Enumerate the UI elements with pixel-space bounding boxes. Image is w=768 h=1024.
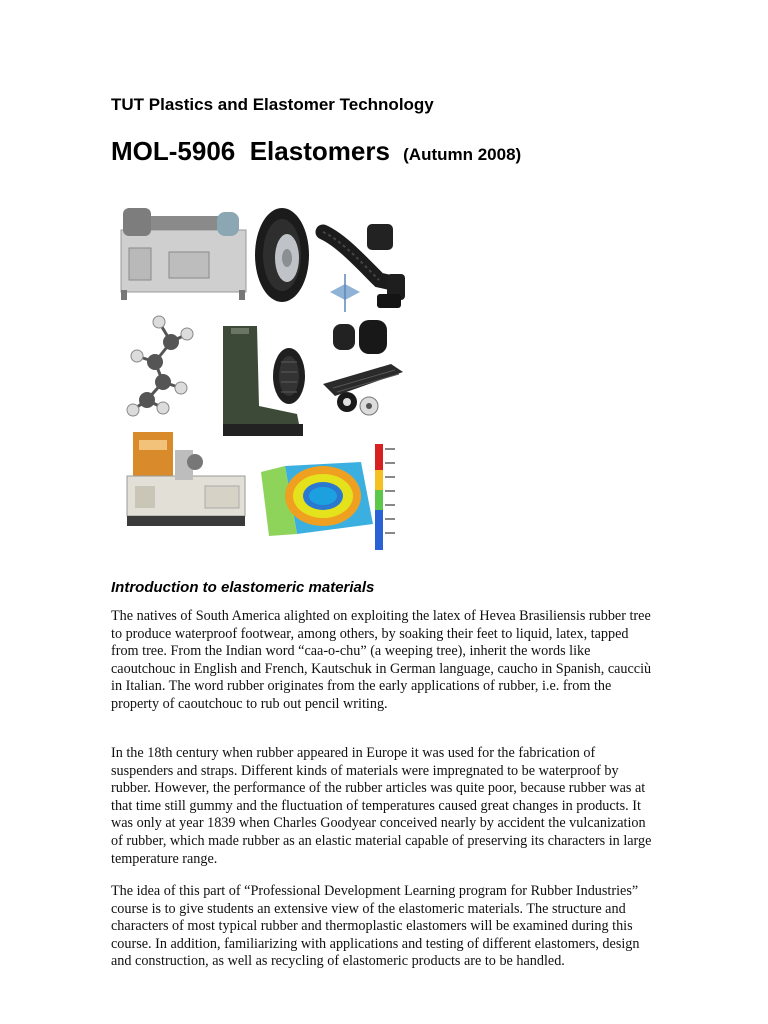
intro-paragraph: The natives of South America alighted on exploiting the latex of Hevea Brasiliensis rubber tree to produce waterproof footwear, among others, by soaking their feet to liquid, latex, tapped from tree. From the Indian word “caa-o-chu” (a weeping tree), inherit the words like caoutchouc in English and French, Kautschuk in German language, caucho in Spanish, caucciù in Italian. The word rubber originates from the early applications of rubber, i.e. from the property of caoutchouc to rub out pencil writing.: [111, 608, 652, 712]
rubber-hoses-image: [323, 224, 405, 312]
course-title: [111, 136, 521, 167]
molecule-model-image: [127, 316, 193, 416]
organization-heading: TUT Plastics and Elastomer Technology: [111, 95, 434, 114]
fea-simulation-image: [261, 444, 395, 550]
testing-machine-image: [127, 432, 245, 526]
course-name: Elastomers: [249, 136, 390, 166]
intro-paragraph: In the 18th century when rubber appeared in Europe it was used for the fabrication of suspenders and straps. Different kinds of materials were impregnated to be waterproof by rubber. However, the performance of the rubber articles was quite poor, because rubber was at that time still gummy and the fluctuation of temperatures caused great changes in products. It was only at year 1839 when Charles Goodyear conceived nearly by accident the vulcanization of rubber, which made rubber as an elastic material capable of preserving its characters in large temperature range.: [111, 745, 652, 867]
rubber-boot-image: [223, 326, 305, 436]
car-tire-image: [255, 208, 309, 302]
rubber-parts-image: [323, 320, 403, 415]
elastomer-image-collage: [111, 200, 417, 556]
intro-heading: Introduction to elastomeric materials: [111, 579, 375, 596]
extruder-machine-image: [121, 208, 246, 300]
course-term: (Autumn 2008): [403, 145, 522, 164]
course-code: MOL-5906: [111, 136, 236, 166]
intro-paragraph: The idea of this part of “Professional Development Learning program for Rubber Industries” course is to give students an extensive view of the elastomeric materials. The structure and characters of most typical rubber and thermoplastic elastomers will be examined during this course. In addition, familiarizing with applications and testing of different elastomers, design and construction, as well as recycling of elastomeric products are to be handled.: [111, 883, 640, 970]
